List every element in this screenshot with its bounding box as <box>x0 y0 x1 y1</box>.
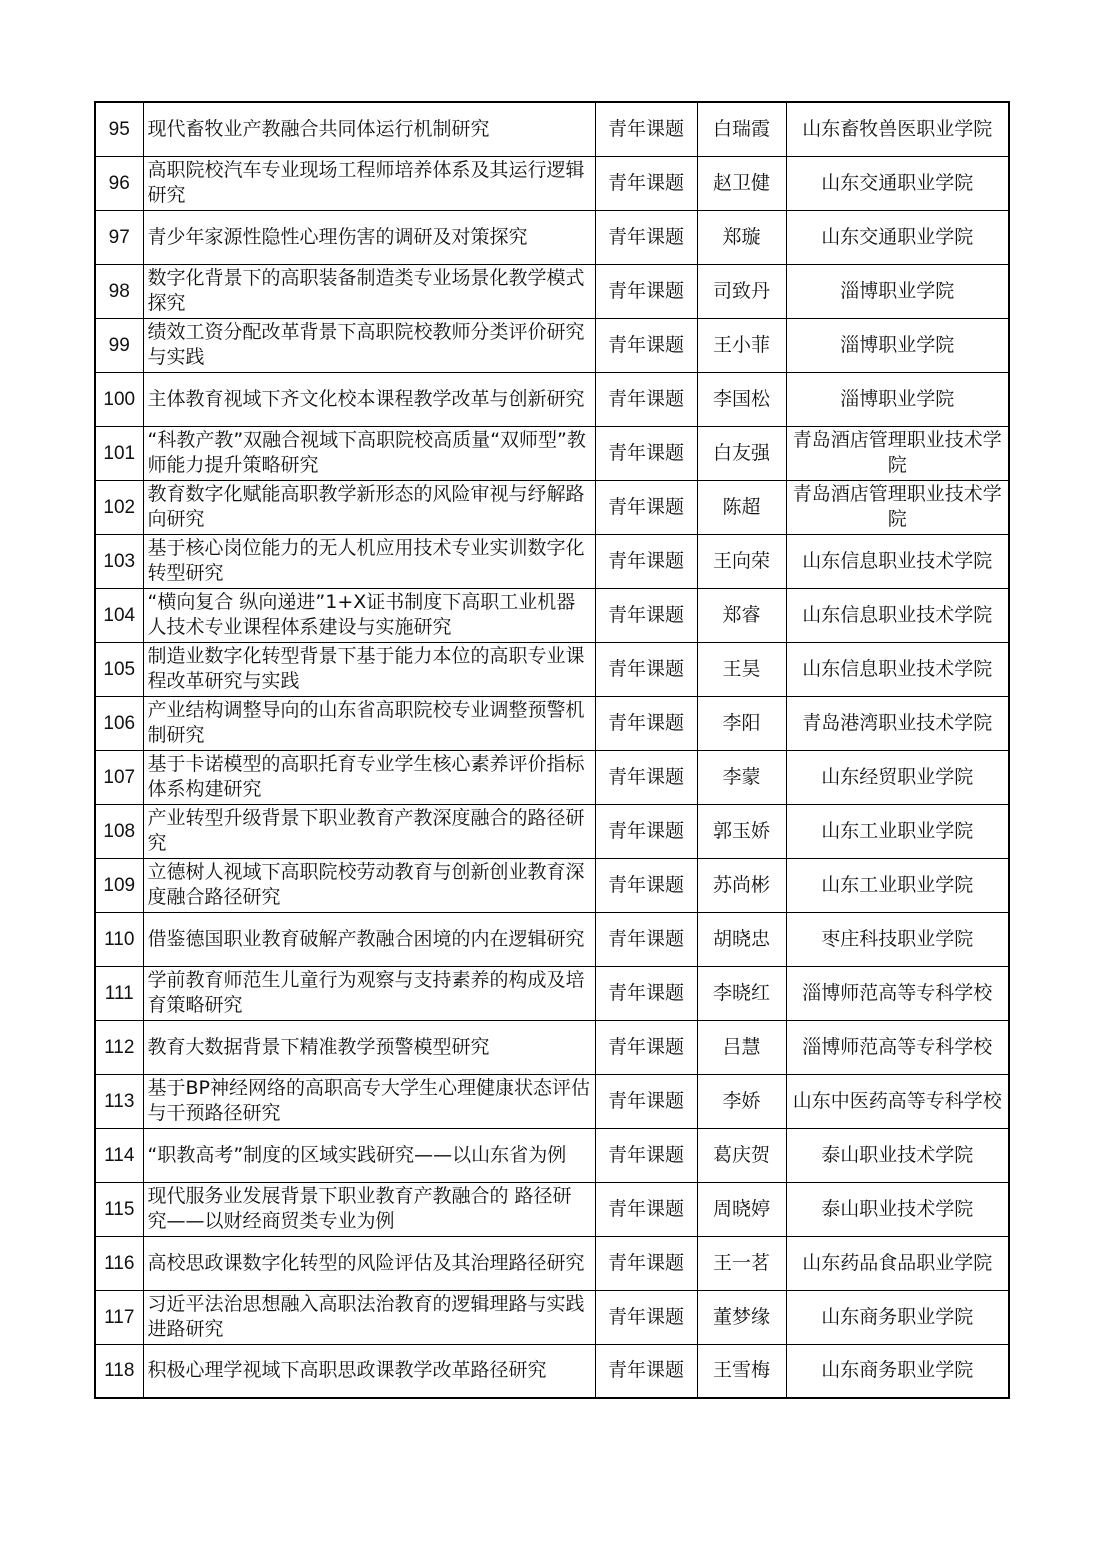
project-unit: 山东信息职业技术学院 <box>786 642 1009 696</box>
row-number: 105 <box>95 642 143 696</box>
table-row <box>95 858 1009 912</box>
project-unit: 泰山职业技术学院 <box>786 1182 1009 1236</box>
project-leader: 王向荣 <box>697 534 786 588</box>
row-number: 117 <box>95 1290 143 1344</box>
project-unit: 山东畜牧兽医职业学院 <box>786 102 1009 156</box>
project-leader: 李阳 <box>697 696 786 750</box>
project-title: 基于BP神经网络的高职高专大学生心理健康状态评估与干预路径研究 <box>143 1074 595 1128</box>
project-title: “横向复合 纵向递进”1+X证书制度下高职工业机器人技术专业课程体系建设与实施研究 <box>143 588 595 642</box>
project-leader: 葛庆贺 <box>697 1128 786 1182</box>
project-leader: 司致丹 <box>697 264 786 318</box>
project-unit: 山东工业职业学院 <box>786 804 1009 858</box>
project-unit: 山东商务职业学院 <box>786 1344 1009 1398</box>
table-row <box>95 804 1009 858</box>
project-category: 青年课题 <box>595 1236 697 1290</box>
row-number: 98 <box>95 264 143 318</box>
row-number: 108 <box>95 804 143 858</box>
table-row <box>95 1290 1009 1344</box>
row-number: 102 <box>95 480 143 534</box>
row-number: 111 <box>95 966 143 1020</box>
project-category: 青年课题 <box>595 372 697 426</box>
row-number: 104 <box>95 588 143 642</box>
project-leader: 赵卫健 <box>697 156 786 210</box>
project-title: 高职院校汽车专业现场工程师培养体系及其运行逻辑研究 <box>143 156 595 210</box>
project-unit: 淄博职业学院 <box>786 318 1009 372</box>
project-category: 青年课题 <box>595 210 697 264</box>
row-number: 115 <box>95 1182 143 1236</box>
project-title: 主体教育视域下齐文化校本课程教学改革与创新研究 <box>143 372 595 426</box>
table-row <box>95 480 1009 534</box>
table-row <box>95 1182 1009 1236</box>
project-leader: 王小菲 <box>697 318 786 372</box>
project-unit: 山东信息职业技术学院 <box>786 588 1009 642</box>
table-body <box>95 102 1009 1398</box>
project-category: 青年课题 <box>595 696 697 750</box>
row-number: 100 <box>95 372 143 426</box>
project-title: 现代服务业发展背景下职业教育产教融合的 路径研究——以财经商贸类专业为例 <box>143 1182 595 1236</box>
project-unit: 淄博师范高等专科学校 <box>786 1020 1009 1074</box>
project-category: 青年课题 <box>595 1074 697 1128</box>
table-row <box>95 210 1009 264</box>
project-category: 青年课题 <box>595 156 697 210</box>
project-title: 产业转型升级背景下职业教育产教深度融合的路径研究 <box>143 804 595 858</box>
table-row <box>95 534 1009 588</box>
project-title: 学前教育师范生儿童行为观察与支持素养的构成及培育策略研究 <box>143 966 595 1020</box>
project-category: 青年课题 <box>595 1290 697 1344</box>
project-category: 青年课题 <box>595 1182 697 1236</box>
project-unit: 山东商务职业学院 <box>786 1290 1009 1344</box>
project-unit: 山东交通职业学院 <box>786 210 1009 264</box>
table-row <box>95 426 1009 480</box>
row-number: 112 <box>95 1020 143 1074</box>
table-row <box>95 318 1009 372</box>
project-leader: 董梦缘 <box>697 1290 786 1344</box>
project-unit: 青岛酒店管理职业技术学院 <box>786 426 1009 480</box>
project-category: 青年课题 <box>595 318 697 372</box>
row-number: 113 <box>95 1074 143 1128</box>
project-category: 青年课题 <box>595 264 697 318</box>
project-unit: 山东中医药高等专科学校 <box>786 1074 1009 1128</box>
project-leader: 王雪梅 <box>697 1344 786 1398</box>
project-category: 青年课题 <box>595 588 697 642</box>
row-number: 97 <box>95 210 143 264</box>
project-title: 基于卡诺模型的高职托育专业学生核心素养评价指标体系构建研究 <box>143 750 595 804</box>
table-row <box>95 750 1009 804</box>
project-unit: 山东药品食品职业学院 <box>786 1236 1009 1290</box>
project-title: 青少年家源性隐性心理伤害的调研及对策探究 <box>143 210 595 264</box>
project-title: 高校思政课数字化转型的风险评估及其治理路径研究 <box>143 1236 595 1290</box>
project-category: 青年课题 <box>595 1020 697 1074</box>
project-category: 青年课题 <box>595 480 697 534</box>
project-leader: 郭玉娇 <box>697 804 786 858</box>
project-title: “职教高考”制度的区域实践研究——以山东省为例 <box>143 1128 595 1182</box>
project-leader: 周晓婷 <box>697 1182 786 1236</box>
table-row <box>95 912 1009 966</box>
table-row <box>95 1344 1009 1398</box>
project-leader: 白瑞霞 <box>697 102 786 156</box>
row-number: 103 <box>95 534 143 588</box>
row-number: 116 <box>95 1236 143 1290</box>
project-unit: 山东工业职业学院 <box>786 858 1009 912</box>
project-category: 青年课题 <box>595 966 697 1020</box>
project-leader: 陈超 <box>697 480 786 534</box>
project-category: 青年课题 <box>595 912 697 966</box>
project-unit: 山东信息职业技术学院 <box>786 534 1009 588</box>
project-unit: 淄博师范高等专科学校 <box>786 966 1009 1020</box>
project-category: 青年课题 <box>595 1344 697 1398</box>
row-number: 99 <box>95 318 143 372</box>
project-title: 现代畜牧业产教融合共同体运行机制研究 <box>143 102 595 156</box>
project-leader: 白友强 <box>697 426 786 480</box>
project-category: 青年课题 <box>595 534 697 588</box>
table-row <box>95 1020 1009 1074</box>
project-leader: 吕慧 <box>697 1020 786 1074</box>
project-category: 青年课题 <box>595 426 697 480</box>
row-number: 114 <box>95 1128 143 1182</box>
table-row <box>95 156 1009 210</box>
project-unit: 泰山职业技术学院 <box>786 1128 1009 1182</box>
row-number: 110 <box>95 912 143 966</box>
project-unit: 山东交通职业学院 <box>786 156 1009 210</box>
project-title: 积极心理学视域下高职思政课教学改革路径研究 <box>143 1344 595 1398</box>
project-list-table <box>94 101 1010 1399</box>
project-title: 教育大数据背景下精准教学预警模型研究 <box>143 1020 595 1074</box>
project-leader: 郑睿 <box>697 588 786 642</box>
project-leader: 胡晓忠 <box>697 912 786 966</box>
project-leader: 李晓红 <box>697 966 786 1020</box>
project-title: “科教产教”双融合视域下高职院校高质量“双师型”教师能力提升策略研究 <box>143 426 595 480</box>
project-leader: 李蒙 <box>697 750 786 804</box>
project-leader: 王一茗 <box>697 1236 786 1290</box>
row-number: 95 <box>95 102 143 156</box>
table-row <box>95 102 1009 156</box>
row-number: 106 <box>95 696 143 750</box>
project-unit: 山东经贸职业学院 <box>786 750 1009 804</box>
project-leader: 王昊 <box>697 642 786 696</box>
project-leader: 李娇 <box>697 1074 786 1128</box>
project-category: 青年课题 <box>595 858 697 912</box>
table-row <box>95 372 1009 426</box>
table-row <box>95 1074 1009 1128</box>
project-category: 青年课题 <box>595 642 697 696</box>
project-title: 绩效工资分配改革背景下高职院校教师分类评价研究与实践 <box>143 318 595 372</box>
row-number: 96 <box>95 156 143 210</box>
project-title: 产业结构调整导向的山东省高职院校专业调整预警机制研究 <box>143 696 595 750</box>
table-row <box>95 264 1009 318</box>
project-unit: 淄博职业学院 <box>786 372 1009 426</box>
table-row <box>95 696 1009 750</box>
project-title: 借鉴德国职业教育破解产教融合困境的内在逻辑研究 <box>143 912 595 966</box>
row-number: 118 <box>95 1344 143 1398</box>
project-category: 青年课题 <box>595 1128 697 1182</box>
project-leader: 苏尚彬 <box>697 858 786 912</box>
project-title: 数字化背景下的高职装备制造类专业场景化教学模式探究 <box>143 264 595 318</box>
project-title: 习近平法治思想融入高职法治教育的逻辑理路与实践进路研究 <box>143 1290 595 1344</box>
row-number: 107 <box>95 750 143 804</box>
project-unit: 青岛酒店管理职业技术学院 <box>786 480 1009 534</box>
table-row <box>95 1128 1009 1182</box>
project-unit: 青岛港湾职业技术学院 <box>786 696 1009 750</box>
project-category: 青年课题 <box>595 804 697 858</box>
project-leader: 李国松 <box>697 372 786 426</box>
project-title: 立德树人视域下高职院校劳动教育与创新创业教育深度融合路径研究 <box>143 858 595 912</box>
row-number: 109 <box>95 858 143 912</box>
table-row <box>95 1236 1009 1290</box>
project-title: 制造业数字化转型背景下基于能力本位的高职专业课程改革研究与实践 <box>143 642 595 696</box>
table-row <box>95 588 1009 642</box>
project-title: 基于核心岗位能力的无人机应用技术专业实训数字化转型研究 <box>143 534 595 588</box>
project-unit: 淄博职业学院 <box>786 264 1009 318</box>
project-category: 青年课题 <box>595 102 697 156</box>
row-number: 101 <box>95 426 143 480</box>
table-row <box>95 966 1009 1020</box>
table-row <box>95 642 1009 696</box>
project-unit: 枣庄科技职业学院 <box>786 912 1009 966</box>
project-leader: 郑璇 <box>697 210 786 264</box>
project-category: 青年课题 <box>595 750 697 804</box>
project-title: 教育数字化赋能高职教学新形态的风险审视与纾解路向研究 <box>143 480 595 534</box>
